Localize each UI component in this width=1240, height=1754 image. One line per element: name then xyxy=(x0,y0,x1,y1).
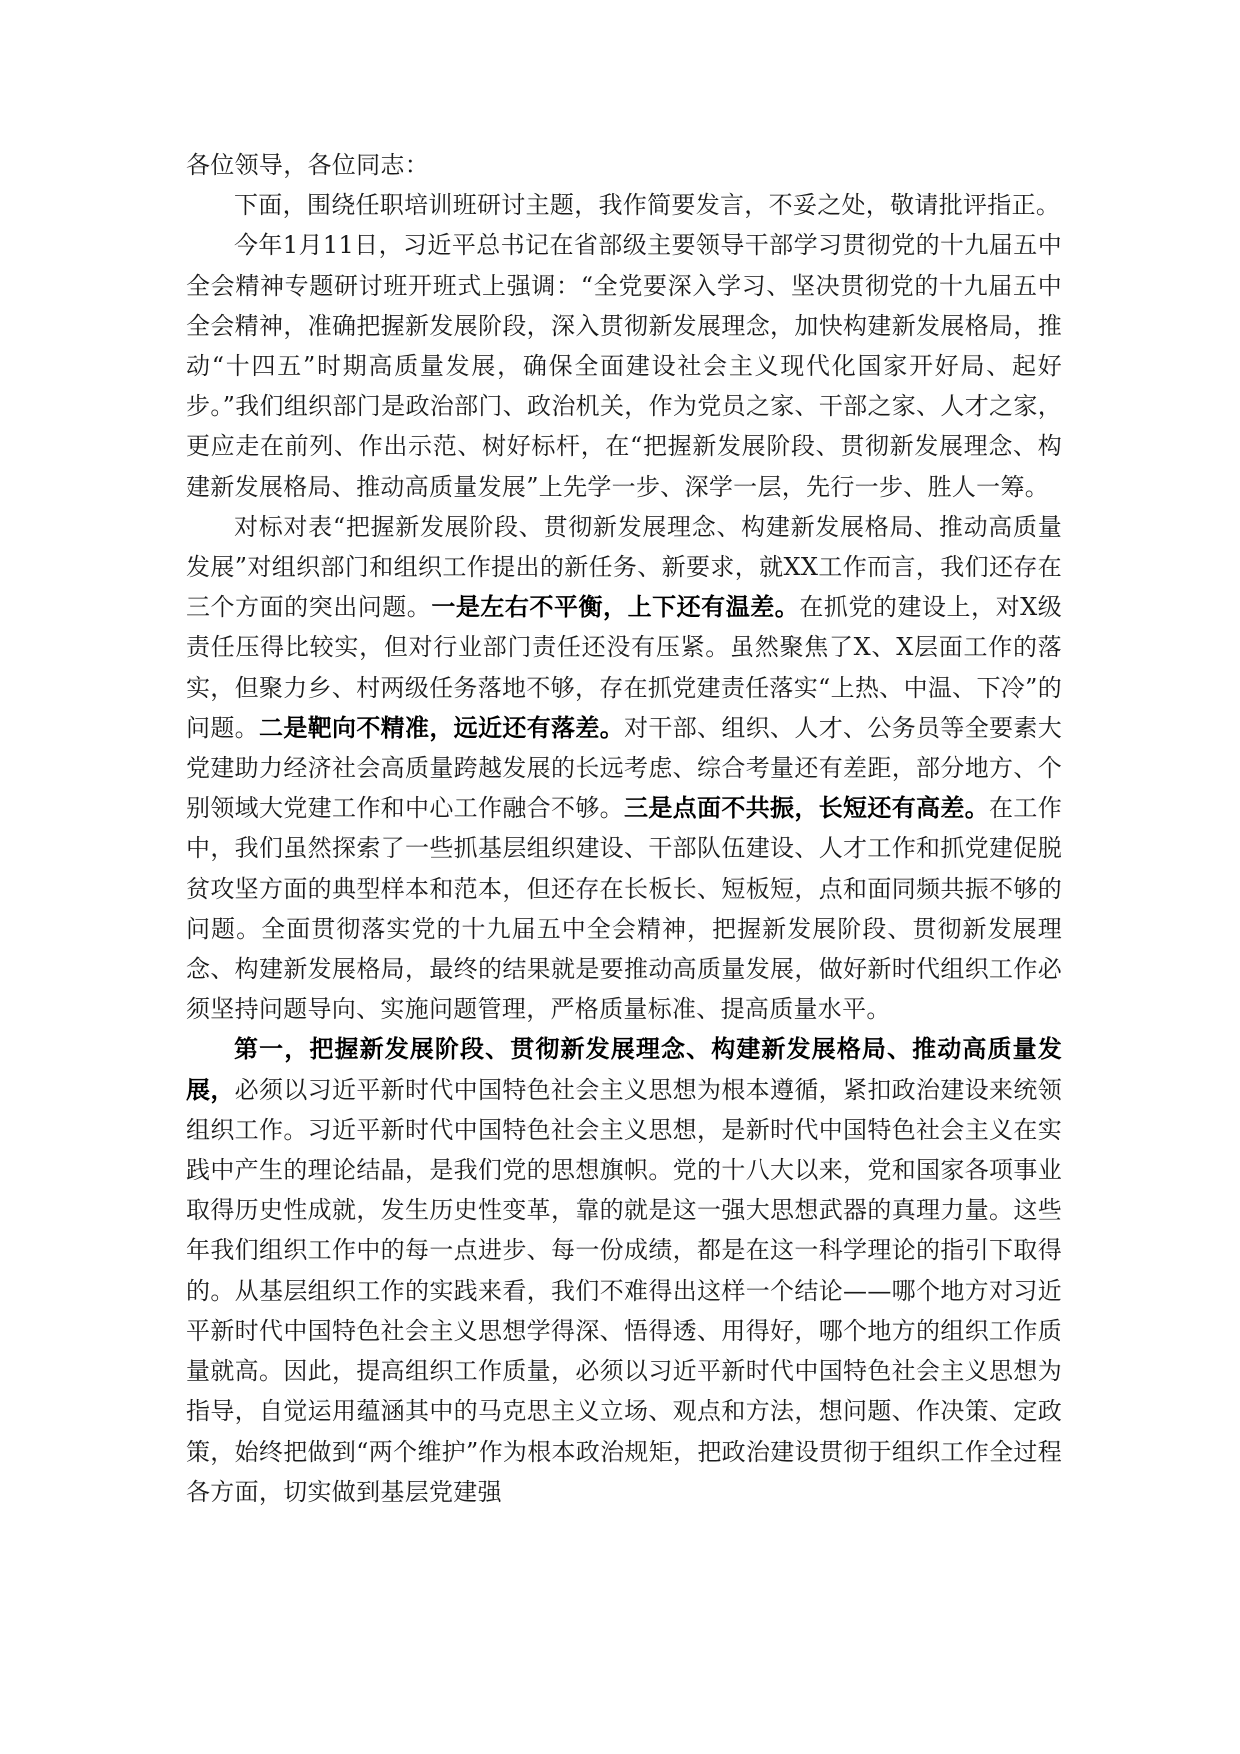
problems-paragraph xyxy=(186,507,1062,1030)
first-point-paragraph xyxy=(186,1029,1062,1511)
document-page xyxy=(186,145,1062,1512)
problem-two-body: 对干部、组织、人才、公务员等全要素大党建助力经济社会高质量跨越发展的长远考虑、综合考量还有差距，部分地方、个别领域大党建工作和中心工作融合不够。 xyxy=(186,713,1063,823)
intro-paragraph: 下面，围绕任职培训班研讨主题，我作简要发言，不妥之处，敬请批评指正。 xyxy=(234,191,1061,220)
salutation: 各位领导，各位同志： xyxy=(186,151,429,179)
first-point-heading: 第一，把握新发展阶段、贯彻新发展理念、构建新发展格局、推动高质量发展， xyxy=(186,1034,1062,1104)
problem-one-body: 在抓党的建设上，对X级责任压得比较实，但对行业部门责任还没有压紧。虽然聚焦了X、X层面工作的落实，但聚力乡、村两级任务落地不够，存在抓党建责任落实“上热、中温、下冷”的问题。 xyxy=(186,593,1063,742)
problem-three-heading: 三是点面不共振，长短还有高差。 xyxy=(624,793,990,823)
problem-two-heading: 二是靶向不精准，远近还有落差。 xyxy=(259,712,625,742)
problem-one-heading: 一是左右不平衡，上下还有温差。 xyxy=(431,592,800,622)
problems-intro: 对标对表“把握新发展阶段、贯彻新发展理念、构建新发展格局、推动高质量发展”对组织部门和组织工作提出的新任务、新要求，就XX工作而言，我们还存在三个方面的突出问题。 xyxy=(186,512,1062,622)
first-point-body: 必须以习近平新时代中国特色社会主义思想为根本遵循，紧扣政治建设来统领组织工作。习近平新时代中国特色社会主义思想，是新时代中国特色社会主义在实践中产生的理论结晶，是我们党的思想旗帜。党的十八大以来，党和国家各项事业取得历史性成就，发生历史性变革，靠的就是这一强大思想武器的真理力量。这些年我们组织工作中的每一点进步、每一份成绩，都是在这一科学理论的指引下取得的。从基层组织工作的实践来看，我们不难得出这样一个结论——哪个地方对习近平新时代中国特色社会主义思想学得深、悟得透、用得好，哪个地方的组织工作质量就高。因此，提高组织工作质量，必须以习近平新时代中国特色社会主义思想为指导，自觉运用蕴涵其中的马克思主义立场、观点和方法，想问题、作决策、定政策，始终把做到“两个维护”作为根本政治规矩，把政治建设贯彻于组织工作全过程各方面，切实做到基层党建强 xyxy=(186,1075,1062,1506)
problem-three-body: 在工作中，我们虽然探索了一些抓基层组织建设、干部队伍建设、人才工作和抓党建促脱贫攻坚方面的典型样本和范本，但还存在长板长、短板短，点和面同频共振不够的问题。全面贯彻落实党的十九届五中全会精神，把握新发展阶段、贯彻新发展理念、构建新发展格局，最终的结果就是要推动高质量发展，做好新时代组织工作必须坚持问题导向、实施问题管理，严格质量标准、提高质量水平。 xyxy=(186,794,1062,1024)
quote-paragraph: 今年1月11日，习近平总书记在省部级主要领导干部学习贯彻党的十九届五中全会精神专题研讨班开班式上强调：“全党要深入学习、坚决贯彻党的十九届五中全会精神，准确把握新发展阶段，深入贯彻新发展理念，加快构建新发展格局，推动“十四五”时期高质量发展，确保全面建设社会主义现代化国家开好局、起好步。”我们组织部门是政治部门、政治机关，作为党员之家、干部之家、人才之家，更应走在前列、作出示范、树好标杆，在“把握新发展阶段、贯彻新发展理念、构建新发展格局、推动高质量发展”上先学一步、深学一层，先行一步、胜人一筹。 xyxy=(186,231,1062,501)
